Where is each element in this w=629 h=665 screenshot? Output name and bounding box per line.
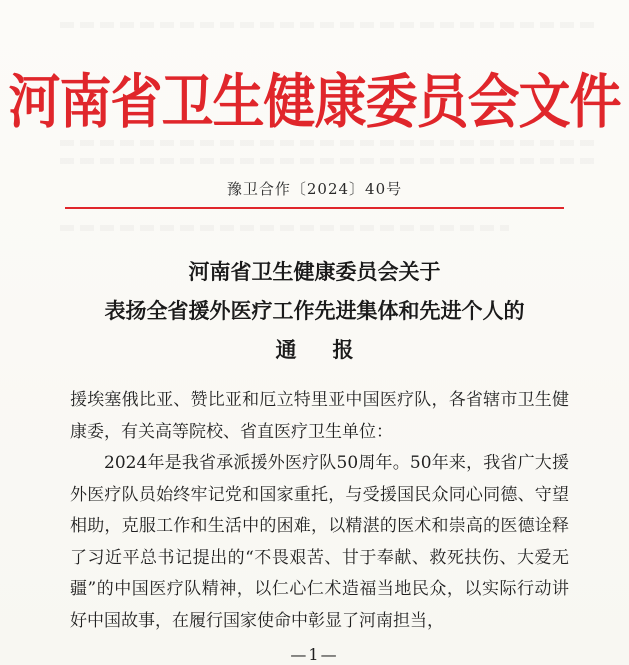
notice-title-line-3: 通报 <box>275 337 390 362</box>
notice-title <box>0 252 629 369</box>
recipients-paragraph: 援埃塞俄比亚、赞比亚和厄立特里亚中国医疗队，各省辖市卫生健康委，有关高等院校、省直医疗卫生单位： <box>70 390 569 442</box>
document-number: 豫卫合作〔2024〕40号 <box>226 180 403 198</box>
notice-body <box>70 385 569 637</box>
page-number: —1— <box>290 645 339 664</box>
bleed-through-texture <box>60 158 599 164</box>
red-divider-rule <box>65 207 564 209</box>
bleed-through-texture <box>60 22 599 28</box>
bleed-through-texture <box>60 225 509 231</box>
notice-title-line-1: 河南省卫生健康委员会关于 <box>188 259 441 284</box>
body-paragraph-1: 2024年是我省承派援外医疗队50周年。50年来，我省广大援外医疗队员始终牢记党和国家重托，与受援国民众同心同德、守望相助，克服工作和生活中的困难，以精湛的医术和崇高的医德诠释了习近平总书记提出的“不畏艰苦、甘于奉献、救死扶伤、大爱无疆”的中国医疗队精神，以仁心仁术造福当地民众，以实际行动讲好中国故事，在履行国家使命中彰显了河南担当， <box>70 453 569 631</box>
notice-title-line-2: 表扬全省援外医疗工作先进集体和先进个人的 <box>104 298 525 323</box>
bleed-through-texture <box>60 140 599 146</box>
agency-header-title: 河南省卫生健康委员会文件 <box>8 69 621 137</box>
